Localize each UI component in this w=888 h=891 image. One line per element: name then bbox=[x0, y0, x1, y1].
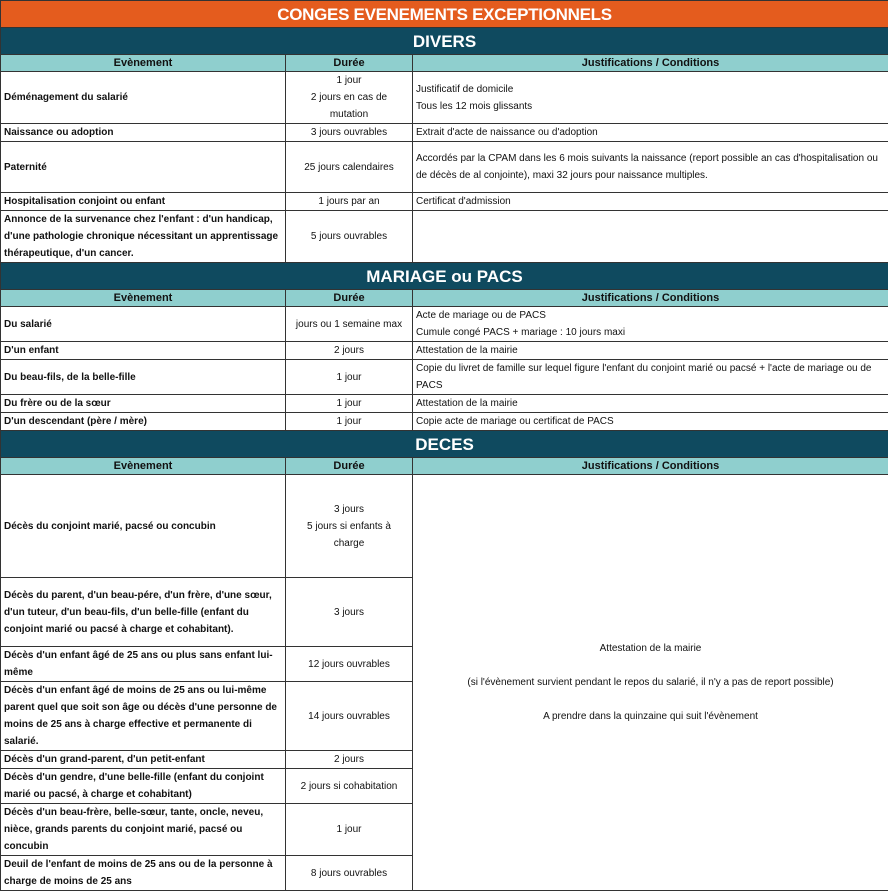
cell-line: mutation bbox=[289, 106, 409, 123]
duration-cell bbox=[286, 475, 413, 578]
section-banner-row bbox=[1, 28, 888, 55]
section-banner-row bbox=[1, 431, 888, 458]
cell-line: 1 jour bbox=[289, 395, 409, 412]
cell-line: Certificat d'admission bbox=[416, 193, 885, 210]
event-cell: Deuil de l'enfant de moins de 25 ans ou de la personne à charge de moins de 25 ans bbox=[1, 856, 286, 891]
cell-line: 1 jour bbox=[289, 821, 409, 838]
header-justif: Justifications / Conditions bbox=[413, 55, 888, 72]
duration-cell bbox=[286, 856, 413, 891]
column-header-row bbox=[1, 55, 888, 72]
duration-cell bbox=[286, 769, 413, 804]
justif-cell bbox=[413, 72, 888, 124]
duration-cell bbox=[286, 413, 413, 431]
duration-cell bbox=[286, 211, 413, 263]
event-cell: Naissance ou adoption bbox=[1, 124, 286, 142]
cell-line: 1 jour bbox=[289, 72, 409, 89]
event-cell: Déménagement du salarié bbox=[1, 72, 286, 124]
cell-line: 2 jours bbox=[289, 751, 409, 768]
cell-line: 5 jours si enfants à bbox=[289, 518, 409, 535]
cell-line: Justificatif de domicile bbox=[416, 81, 885, 98]
header-justif: Justifications / Conditions bbox=[413, 458, 888, 475]
section-title: MARIAGE ou PACS bbox=[1, 263, 888, 290]
event-cell: D'un enfant bbox=[1, 342, 286, 360]
duration-cell bbox=[286, 72, 413, 124]
column-header-row bbox=[1, 458, 888, 475]
header-event: Evènement bbox=[1, 290, 286, 307]
duration-cell bbox=[286, 682, 413, 751]
header-justif: Justifications / Conditions bbox=[413, 290, 888, 307]
justif-cell bbox=[413, 307, 888, 342]
header-duration: Durée bbox=[286, 458, 413, 475]
cell-line: Copie acte de mariage ou certificat de PACS bbox=[416, 413, 885, 430]
cell-line: Extrait d'acte de naissance ou d'adoption bbox=[416, 124, 885, 141]
column-header-row bbox=[1, 290, 888, 307]
table-row bbox=[1, 72, 888, 124]
table-row bbox=[1, 124, 888, 142]
justif-paragraph: Attestation de la mairie bbox=[416, 640, 885, 657]
duration-cell bbox=[286, 342, 413, 360]
cell-line: jours ou 1 semaine max bbox=[289, 316, 409, 333]
event-cell: Décès d'un enfant âgé de 25 ans ou plus sans enfant lui-même bbox=[1, 647, 286, 682]
table-row bbox=[1, 142, 888, 193]
header-event: Evènement bbox=[1, 55, 286, 72]
event-cell: Décès d'un grand-parent, d'un petit-enfant bbox=[1, 751, 286, 769]
table-row bbox=[1, 342, 888, 360]
event-cell: Annonce de la survenance chez l'enfant : d'un handicap, d'une pathologie chronique nécessitant un apprentissage thérapeutique, d'un cancer. bbox=[1, 211, 286, 263]
cell-line: Cumule congé PACS + mariage : 10 jours maxi bbox=[416, 324, 885, 341]
event-cell: Du beau-fils, de la belle-fille bbox=[1, 360, 286, 395]
justif-cell bbox=[413, 360, 888, 395]
justif-cell bbox=[413, 413, 888, 431]
event-cell: Du frère ou de la sœur bbox=[1, 395, 286, 413]
duration-cell bbox=[286, 124, 413, 142]
duration-cell bbox=[286, 360, 413, 395]
duration-cell bbox=[286, 751, 413, 769]
duration-cell bbox=[286, 307, 413, 342]
duration-cell bbox=[286, 647, 413, 682]
header-event: Evènement bbox=[1, 458, 286, 475]
shared-justif-cell bbox=[413, 475, 888, 891]
table-row bbox=[1, 211, 888, 263]
cell-line: Attestation de la mairie bbox=[416, 395, 885, 412]
section-title: DIVERS bbox=[1, 28, 888, 55]
cell-line: 1 jour bbox=[289, 413, 409, 430]
cell-line: 1 jour bbox=[289, 369, 409, 386]
event-cell: Paternité bbox=[1, 142, 286, 193]
duration-cell bbox=[286, 395, 413, 413]
section-banner-row bbox=[1, 263, 888, 290]
table-row bbox=[1, 307, 888, 342]
justif-cell bbox=[413, 211, 888, 263]
duration-cell bbox=[286, 804, 413, 856]
cell-line: 8 jours ouvrables bbox=[289, 865, 409, 882]
cell-line: 2 jours en cas de bbox=[289, 89, 409, 106]
event-cell: Décès d'un enfant âgé de moins de 25 ans ou lui-même parent quel que soit son âge ou décès d'une personne de moins de 25 ans à charge effective et permanente di salarié. bbox=[1, 682, 286, 751]
cell-line: 1 jours par an bbox=[289, 193, 409, 210]
event-cell: Hospitalisation conjoint ou enfant bbox=[1, 193, 286, 211]
cell-line: 3 jours bbox=[289, 604, 409, 621]
title-row bbox=[1, 1, 888, 28]
cell-line: Copie du livret de famille sur lequel figure l'enfant du conjoint marié ou pacsé + l'acte de mariage ou de PACS bbox=[416, 360, 885, 394]
table-row bbox=[1, 360, 888, 395]
header-duration: Durée bbox=[286, 290, 413, 307]
table-row bbox=[1, 475, 888, 578]
event-cell: Décès du parent, d'un beau-pére, d'un frère, d'une sœur, d'un tuteur, d'un beau-fils, d'un belle-fille (enfant du conjoint marié ou pacsé à charge et cohabitant). bbox=[1, 578, 286, 647]
justif-cell bbox=[413, 395, 888, 413]
table-row bbox=[1, 413, 888, 431]
cell-line: 14 jours ouvrables bbox=[289, 708, 409, 725]
justif-paragraph: A prendre dans la quinzaine qui suit l'évènement bbox=[416, 708, 885, 725]
table-row bbox=[1, 193, 888, 211]
page-title: CONGES EVENEMENTS EXCEPTIONNELS bbox=[1, 1, 888, 28]
cell-line: 3 jours ouvrables bbox=[289, 124, 409, 141]
cell-line: 2 jours si cohabitation bbox=[289, 778, 409, 795]
event-cell: D'un descendant (père / mère) bbox=[1, 413, 286, 431]
justif-cell bbox=[413, 142, 888, 193]
cell-line: 3 jours bbox=[289, 501, 409, 518]
justif-cell bbox=[413, 193, 888, 211]
cell-line: 25 jours calendaires bbox=[289, 159, 409, 176]
duration-cell bbox=[286, 142, 413, 193]
justif-cell bbox=[413, 342, 888, 360]
cell-line: 2 jours bbox=[289, 342, 409, 359]
cell-line: Attestation de la mairie bbox=[416, 342, 885, 359]
cell-line: Acte de mariage ou de PACS bbox=[416, 307, 885, 324]
event-cell: Décès d'un beau-frère, belle-sœur, tante, oncle, neveu, nièce, grands parents du conjoint marié, pacsé ou concubin bbox=[1, 804, 286, 856]
event-cell: Du salarié bbox=[1, 307, 286, 342]
header-duration: Durée bbox=[286, 55, 413, 72]
table-row bbox=[1, 395, 888, 413]
event-cell: Décès du conjoint marié, pacsé ou concubin bbox=[1, 475, 286, 578]
event-cell: Décès d'un gendre, d'une belle-fille (enfant du conjoint marié ou pacsé, à charge et cohabitant) bbox=[1, 769, 286, 804]
duration-cell bbox=[286, 578, 413, 647]
cell-line: Accordés par la CPAM dans les 6 mois suivants la naissance (report possible an cas d'hospitalisation ou de décès de al conjointe), maxi 32 jours pour naissance multiples. bbox=[416, 150, 885, 184]
cell-line: charge bbox=[289, 535, 409, 552]
section-title: DECES bbox=[1, 431, 888, 458]
cell-line: 12 jours ouvrables bbox=[289, 656, 409, 673]
justif-paragraph: (si l'évènement survient pendant le repos du salarié, il n'y a pas de report possible) bbox=[416, 674, 885, 691]
justif-cell bbox=[413, 124, 888, 142]
cell-line: Tous les 12 mois glissants bbox=[416, 98, 885, 115]
cell-line: 5 jours ouvrables bbox=[289, 228, 409, 245]
duration-cell bbox=[286, 193, 413, 211]
